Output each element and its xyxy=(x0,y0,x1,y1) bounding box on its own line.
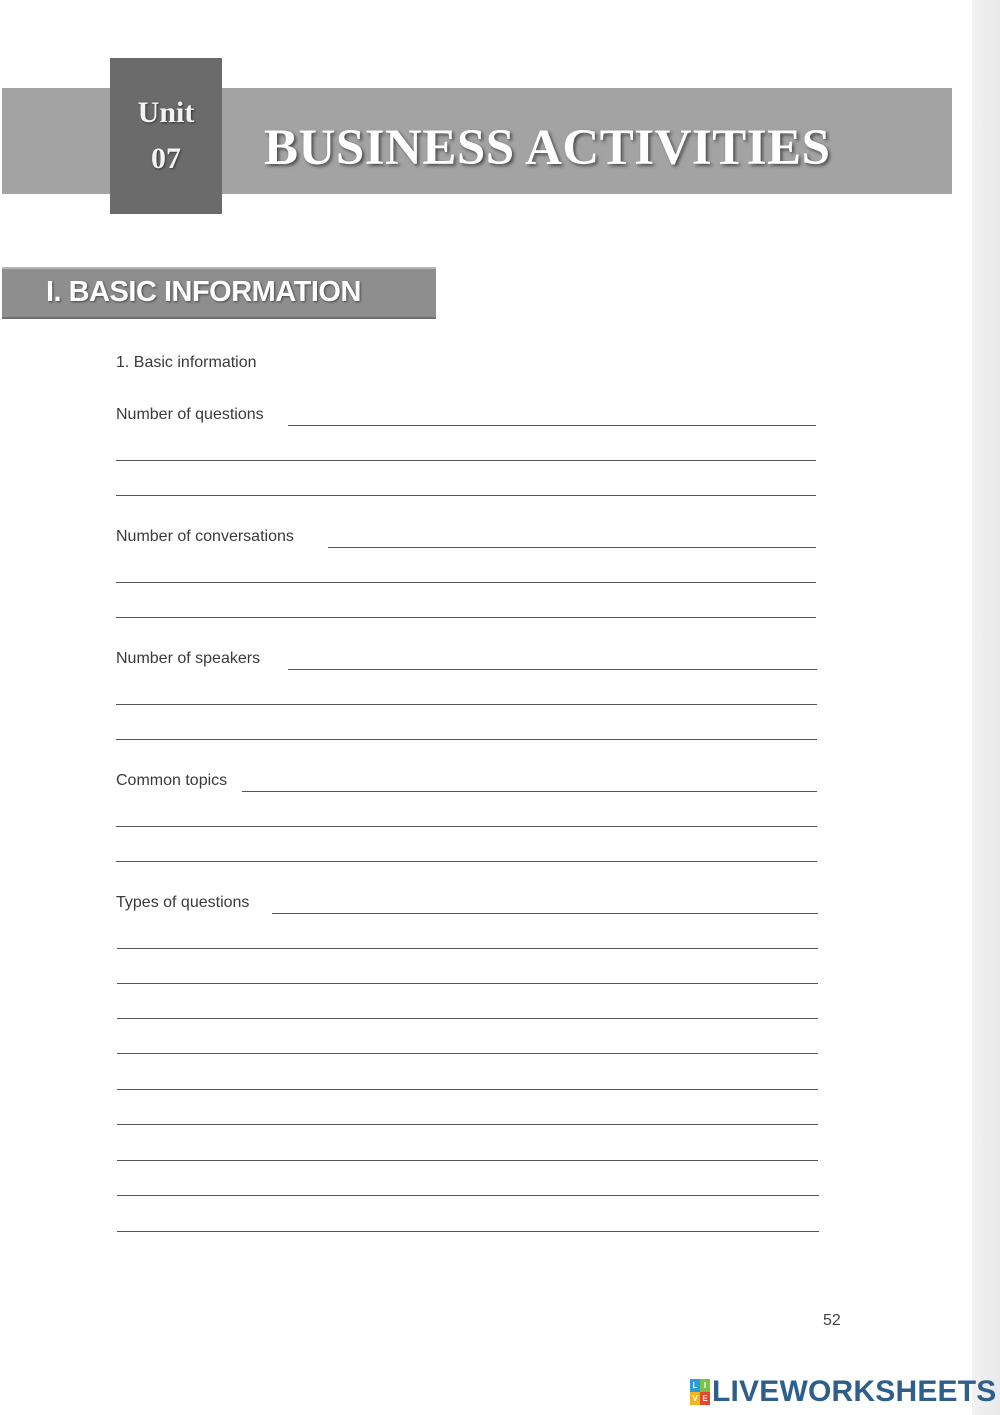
answer-line[interactable] xyxy=(117,1018,818,1019)
answer-line[interactable] xyxy=(117,983,818,984)
unit-title: BUSINESS ACTIVITIES xyxy=(264,120,831,176)
answer-line[interactable] xyxy=(116,617,816,618)
answer-line[interactable] xyxy=(328,547,816,548)
answer-line[interactable] xyxy=(116,861,817,862)
answer-line[interactable] xyxy=(117,1195,819,1196)
unit-number: 07 xyxy=(151,142,181,175)
answer-line[interactable] xyxy=(117,1053,818,1054)
section-header xyxy=(2,267,436,319)
answer-line[interactable] xyxy=(116,826,817,827)
label-number-of-speakers: Number of speakers xyxy=(116,650,261,667)
label-number-of-conversations: Number of conversations xyxy=(116,528,294,545)
liveworksheets-brand[interactable] xyxy=(690,1374,997,1410)
section-title: I. BASIC INFORMATION xyxy=(46,276,361,308)
label-common-topics: Common topics xyxy=(116,772,228,789)
unit-badge xyxy=(110,58,222,214)
answer-line[interactable] xyxy=(116,704,817,705)
answer-line[interactable] xyxy=(117,1231,819,1232)
page-edge-shadow xyxy=(972,0,1000,1415)
answer-line[interactable] xyxy=(116,495,816,496)
answer-line[interactable] xyxy=(242,791,817,792)
liveworksheets-logo-icon: L I V E xyxy=(690,1379,710,1405)
answer-line[interactable] xyxy=(116,582,816,583)
label-number-of-questions: Number of questions xyxy=(116,406,264,423)
answer-line[interactable] xyxy=(272,913,818,914)
answer-line[interactable] xyxy=(116,460,816,461)
answer-line[interactable] xyxy=(117,1089,818,1090)
page-number: 52 xyxy=(823,1312,841,1329)
answer-line[interactable] xyxy=(288,425,816,426)
brand-name: LIVEWORKSHEETS xyxy=(712,1375,997,1408)
unit-word: Unit xyxy=(137,96,195,129)
subheading: 1. Basic information xyxy=(116,354,257,371)
answer-line[interactable] xyxy=(117,1124,818,1125)
label-types-of-questions: Types of questions xyxy=(116,894,250,911)
answer-line[interactable] xyxy=(116,739,817,740)
answer-line[interactable] xyxy=(117,1160,818,1161)
answer-line[interactable] xyxy=(117,948,818,949)
answer-line[interactable] xyxy=(288,669,817,670)
